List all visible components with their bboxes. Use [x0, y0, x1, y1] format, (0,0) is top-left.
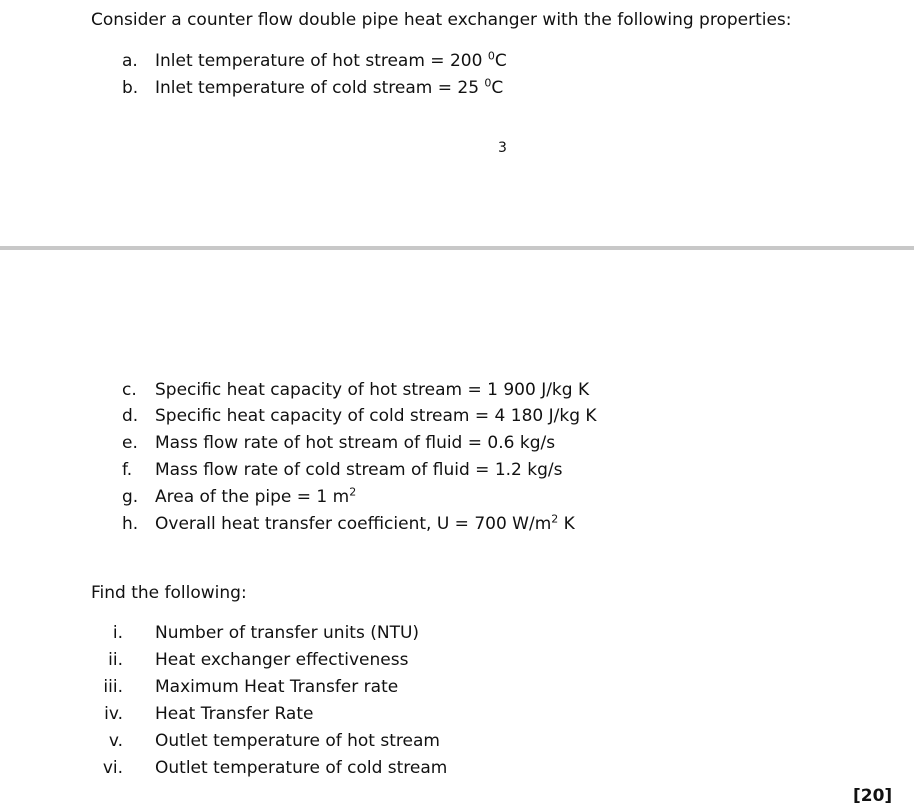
list-item — [0, 433, 914, 457]
property-text: Inlet temperature of cold stream = 25 $^0$C — [155, 76, 504, 98]
property-text: Mass flow rate of hot stream of fluid = 0.6 kg/s — [155, 433, 556, 453]
question-text: Heat exchanger effectiveness — [155, 650, 409, 670]
question-text: Number of transfer units (NTU) — [155, 623, 420, 643]
list-marker: ii. — [108, 650, 123, 670]
property-text: Mass flow rate of cold stream of fluid = 1.2 kg/s — [155, 460, 563, 480]
list-marker: a. — [122, 51, 138, 71]
page-number: 3 — [498, 140, 507, 156]
property-text: Area of the pipe = 1 $m^2$ — [155, 485, 357, 507]
list-item — [0, 380, 914, 404]
list-item — [0, 78, 914, 102]
question-text: Outlet temperature of cold stream — [155, 758, 448, 778]
list-item — [0, 758, 914, 782]
list-marker: v. — [108, 731, 123, 751]
page-divider — [0, 246, 914, 250]
question-text: Heat Transfer Rate — [155, 704, 314, 724]
list-marker: i. — [112, 623, 123, 643]
list-item — [0, 731, 914, 755]
property-text: Overall heat transfer coefficient, U = 700 $W/m^2$ K — [155, 512, 575, 534]
property-text: Inlet temperature of hot stream = 200 $^0$C — [155, 49, 507, 71]
list-item — [0, 487, 914, 511]
list-marker: d. — [122, 406, 139, 426]
list-item — [0, 406, 914, 430]
question-intro: Consider a counter flow double pipe heat exchanger with the following properties: — [91, 10, 792, 30]
property-text: Specific heat capacity of hot stream = 1 900 J/kg K — [155, 380, 590, 400]
list-item — [0, 514, 914, 538]
list-marker: iii. — [103, 677, 123, 697]
list-marker: b. — [122, 78, 139, 98]
question-text: Maximum Heat Transfer rate — [155, 677, 399, 697]
list-marker: vi. — [102, 758, 123, 778]
list-marker: iv. — [104, 704, 123, 724]
list-item — [0, 650, 914, 674]
list-item — [0, 677, 914, 701]
list-marker: c. — [122, 380, 137, 400]
list-item — [0, 623, 914, 647]
question-text: Outlet temperature of hot stream — [155, 731, 440, 751]
property-text: Specific heat capacity of cold stream = 4 180 J/kg K — [155, 406, 597, 426]
list-marker: e. — [122, 433, 138, 453]
list-item — [0, 704, 914, 728]
find-heading: Find the following: — [91, 583, 247, 603]
list-item — [0, 51, 914, 75]
list-item — [0, 460, 914, 484]
marks-total: [20] — [853, 786, 893, 806]
list-marker: f. — [122, 460, 133, 480]
list-marker: h. — [122, 514, 139, 534]
list-marker: g. — [122, 487, 139, 507]
